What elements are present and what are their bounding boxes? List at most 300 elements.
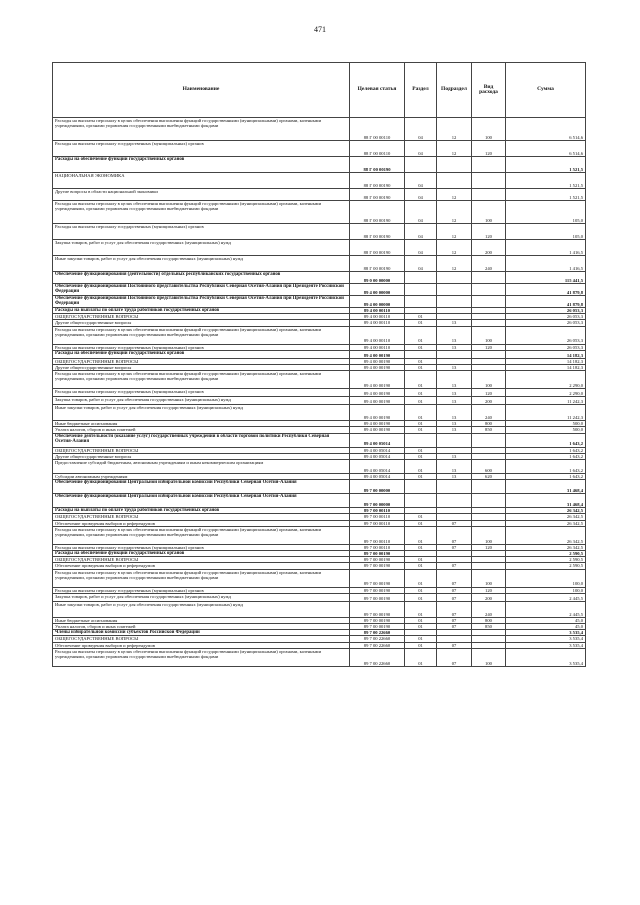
row-expense-type-cell: 800 [472, 421, 506, 427]
row-name-cell: Расходы на выплаты персоналу в целях обеспечения выполнения функций государственными (муниципальными) органами, казенными учреждениями, органами управления государственными внебюджетными фондами [53, 201, 350, 224]
row-amount-cell: 2 290,0 [506, 389, 586, 397]
row-expense-type-cell: 240 [472, 405, 506, 421]
row-name-cell: Расходы на выплаты персоналу государственных (муниципальных) органов [53, 141, 350, 157]
row-target-article-cell: 89 4 00 00190 [350, 365, 405, 371]
row-section-cell: 01 [405, 405, 437, 421]
row-name-cell: Иные закупки товаров, работ и услуг для обеспечения государственных (муниципальных) нужд [53, 601, 350, 617]
header-amount: Сумма [506, 63, 586, 118]
row-name-cell: Уплата налогов, сборов и иных платежей [53, 427, 350, 433]
table-row [53, 350, 586, 358]
row-section-cell [405, 296, 437, 308]
row-section-cell: 01 [405, 344, 437, 350]
row-expense-type-cell: 620 [472, 474, 506, 480]
row-amount-cell: 1 643,2 [506, 453, 586, 459]
row-name-cell: Расходы на выплаты персоналу в целях обеспечения выполнения функций государственными (муниципальными) органами, казенными учреждениями, органами управления государственными внебюджетными фондами [53, 326, 350, 344]
table-row [53, 157, 586, 173]
row-subsection-cell [437, 173, 472, 189]
row-section-cell: 01 [405, 453, 437, 459]
table-row [53, 296, 586, 308]
row-target-article-cell: 89 7 00 00110 [350, 520, 405, 526]
row-target-article-cell: 89 4 00 05014 [350, 447, 405, 453]
table-row [53, 433, 586, 447]
row-name-cell: Обеспечение функционирования Центральной избирательной комиссии Республики Северная Осетия-Алания [53, 494, 350, 508]
row-name-cell: Расходы на обеспечение функций государственных органов [53, 157, 350, 173]
row-amount-cell: 26 342,5 [506, 508, 586, 514]
row-amount-cell: 26 342,5 [506, 520, 586, 526]
row-amount-cell: 100,0 [506, 587, 586, 593]
row-name-cell: Закупка товаров, работ и услуг для обеспечения государственных (муниципальных) нужд [53, 593, 350, 601]
row-name-cell: Обеспечение функционирования Постоянного представительства Республики Северная Осетия-Алания при Президенте Российской Федерации [53, 296, 350, 308]
row-target-article-cell: 89 7 00 00110 [350, 508, 405, 514]
row-section-cell: 01 [405, 371, 437, 389]
row-amount-cell: 2 590,5 [506, 563, 586, 569]
row-amount-cell: 500,0 [506, 427, 586, 433]
row-subsection-cell [437, 350, 472, 358]
row-name-cell: Расходы на выплаты персоналу в целях обеспечения выполнения функций государственными (муниципальными) органами, казенными учреждениями, органами управления государственными внебюджетными фондами [53, 526, 350, 544]
row-subsection-cell [437, 480, 472, 494]
row-amount-cell: 1 416,5 [506, 256, 586, 272]
row-expense-type-cell [472, 296, 506, 308]
row-name-cell: Обеспечение проведения выборов и референдумов [53, 563, 350, 569]
row-target-article-cell: 88 Г 00 00190 [350, 224, 405, 240]
row-name-cell: ОБЩЕГОСУДАРСТВЕННЫЕ ВОПРОСЫ [53, 557, 350, 563]
row-amount-cell: 26 053,3 [506, 326, 586, 344]
row-target-article-cell: 89 4 00 00190 [350, 405, 405, 421]
row-target-article-cell: 89 4 00 00110 [350, 326, 405, 344]
page-number: 471 [314, 25, 326, 34]
row-target-article-cell: 88 Г 00 00190 [350, 189, 405, 201]
row-amount-cell: 3 535,4 [506, 630, 586, 636]
row-name-cell: Расходы на выплаты по оплате труда работников государственных органов [53, 508, 350, 514]
row-section-cell: 01 [405, 648, 437, 666]
row-subsection-cell: 07 [437, 520, 472, 526]
row-expense-type-cell: 100 [472, 569, 506, 587]
table-row [53, 593, 586, 601]
row-target-article-cell: 89 7 00 00000 [350, 494, 405, 508]
row-section-cell [405, 284, 437, 296]
row-section-cell: 01 [405, 474, 437, 480]
row-section-cell: 01 [405, 617, 437, 623]
row-subsection-cell: 07 [437, 617, 472, 623]
table-row [53, 141, 586, 157]
row-subsection-cell: 13 [437, 371, 472, 389]
row-amount-cell: 3 535,4 [506, 648, 586, 666]
row-amount-cell: 1 416,5 [506, 240, 586, 256]
row-expense-type-cell [472, 433, 506, 447]
row-target-article-cell: 89 7 00 00190 [350, 563, 405, 569]
table-row [53, 494, 586, 508]
row-section-cell: 01 [405, 421, 437, 427]
row-subsection-cell: 13 [437, 320, 472, 326]
row-amount-cell: 26 053,3 [506, 320, 586, 326]
row-target-article-cell: 89 4 00 00190 [350, 397, 405, 405]
row-target-article-cell: 89 4 00 00190 [350, 358, 405, 364]
row-section-cell: 04 [405, 256, 437, 272]
row-target-article-cell: 88 Г 00 00190 [350, 256, 405, 272]
row-name-cell: ОБЩЕГОСУДАРСТВЕННЫЕ ВОПРОСЫ [53, 314, 350, 320]
row-expense-type-cell: 200 [472, 593, 506, 601]
row-target-article-cell: 89 4 00 00110 [350, 344, 405, 350]
row-target-article-cell: 89 7 00 00190 [350, 601, 405, 617]
budget-table [52, 62, 586, 667]
row-subsection-cell: 13 [437, 460, 472, 474]
row-section-cell [405, 272, 437, 284]
row-expense-type-cell [472, 494, 506, 508]
row-name-cell: ОБЩЕГОСУДАРСТВЕННЫЕ ВОПРОСЫ [53, 636, 350, 642]
row-target-article-cell: 89 7 00 22660 [350, 642, 405, 648]
row-section-cell: 01 [405, 624, 437, 630]
row-target-article-cell: 89 7 00 00190 [350, 569, 405, 587]
row-expense-type-cell [472, 157, 506, 173]
row-section-cell [405, 157, 437, 173]
row-name-cell: Обеспечение функционирования Центральной избирательной комиссии Республики Северная Осетия-Алания [53, 480, 350, 494]
row-amount-cell: 11 242,3 [506, 397, 586, 405]
row-subsection-cell: 07 [437, 601, 472, 617]
table-row [53, 256, 586, 272]
row-amount-cell: 1 643,2 [506, 474, 586, 480]
row-amount-cell: 14 182,3 [506, 365, 586, 371]
row-amount-cell: 1 521,5 [506, 189, 586, 201]
row-subsection-cell: 07 [437, 648, 472, 666]
row-amount-cell: 26 342,5 [506, 526, 586, 544]
row-target-article-cell: 89 4 00 00110 [350, 308, 405, 314]
row-subsection-cell: 12 [437, 189, 472, 201]
row-name-cell: Субсидии автономным учреждениям [53, 474, 350, 480]
table-row [53, 569, 586, 587]
row-section-cell: 01 [405, 587, 437, 593]
table-row [53, 189, 586, 201]
row-name-cell: Другие общегосударственные вопросы [53, 320, 350, 326]
row-subsection-cell: 12 [437, 141, 472, 157]
row-expense-type-cell: 120 [472, 544, 506, 550]
row-section-cell: 04 [405, 118, 437, 141]
header-name: Наименование [53, 63, 350, 118]
row-target-article-cell: 89 7 00 22660 [350, 630, 405, 636]
row-name-cell: ОБЩЕГОСУДАРСТВЕННЫЕ ВОПРОСЫ [53, 447, 350, 453]
row-amount-cell: 14 182,3 [506, 350, 586, 358]
row-target-article-cell: 89 4 00 00110 [350, 320, 405, 326]
header-target-article: Целевая статья [350, 63, 405, 118]
row-amount-cell: 2 290,0 [506, 371, 586, 389]
row-subsection-cell: 13 [437, 474, 472, 480]
table-row [53, 173, 586, 189]
row-amount-cell: 105,0 [506, 224, 586, 240]
row-section-cell: 01 [405, 447, 437, 453]
row-expense-type-cell: 240 [472, 256, 506, 272]
row-target-article-cell: 88 Г 00 00110 [350, 118, 405, 141]
table-row [53, 601, 586, 617]
row-target-article-cell: 89 4 00 05014 [350, 460, 405, 474]
row-target-article-cell: 89 7 00 00190 [350, 624, 405, 630]
row-expense-type-cell: 240 [472, 601, 506, 617]
row-target-article-cell: 89 7 00 00110 [350, 544, 405, 550]
row-subsection-cell: 07 [437, 569, 472, 587]
row-expense-type-cell: 100 [472, 371, 506, 389]
row-target-article-cell: 89 7 00 00190 [350, 593, 405, 601]
row-target-article-cell: 89 4 00 05014 [350, 433, 405, 447]
row-target-article-cell: 89 4 00 05014 [350, 474, 405, 480]
row-section-cell: 01 [405, 557, 437, 563]
row-section-cell: 01 [405, 460, 437, 474]
row-expense-type-cell [472, 480, 506, 494]
row-target-article-cell: 89 7 00 00110 [350, 514, 405, 520]
row-target-article-cell: 89 4 00 00190 [350, 427, 405, 433]
row-amount-cell: 3 535,4 [506, 642, 586, 648]
row-target-article-cell: 89 7 00 00190 [350, 557, 405, 563]
row-subsection-cell: 13 [437, 405, 472, 421]
row-expense-type-cell: 100 [472, 326, 506, 344]
row-expense-type-cell [472, 284, 506, 296]
row-subsection-cell: 12 [437, 256, 472, 272]
table-row [53, 371, 586, 389]
row-amount-cell: 14 182,3 [506, 358, 586, 364]
row-expense-type-cell [472, 189, 506, 201]
row-target-article-cell: 89 4 00 00190 [350, 350, 405, 358]
row-expense-type-cell: 850 [472, 427, 506, 433]
row-subsection-cell: 07 [437, 642, 472, 648]
table-row [53, 389, 586, 397]
row-name-cell: Закупка товаров, работ и услуг для обеспечения государственных (муниципальных) нужд [53, 397, 350, 405]
table-row [53, 480, 586, 494]
row-name-cell: Иные бюджетные ассигнования [53, 421, 350, 427]
table-row [53, 201, 586, 224]
row-target-article-cell: 88 Г 00 00190 [350, 173, 405, 189]
row-name-cell: Расходы на выплаты по оплате труда работников государственных органов [53, 308, 350, 314]
row-target-article-cell: 89 7 00 00110 [350, 526, 405, 544]
row-name-cell: ОБЩЕГОСУДАРСТВЕННЫЕ ВОПРОСЫ [53, 358, 350, 364]
row-target-article-cell: 89 7 00 22660 [350, 636, 405, 642]
row-section-cell: 01 [405, 544, 437, 550]
row-amount-cell: 45,0 [506, 617, 586, 623]
table-row [53, 397, 586, 405]
row-expense-type-cell: 200 [472, 397, 506, 405]
row-subsection-cell: 07 [437, 544, 472, 550]
row-section-cell: 01 [405, 427, 437, 433]
row-name-cell: Расходы на выплаты персоналу государственных (муниципальных) органов [53, 544, 350, 550]
row-expense-type-cell: 600 [472, 460, 506, 474]
row-amount-cell: 6 514,6 [506, 118, 586, 141]
row-expense-type-cell: 100 [472, 201, 506, 224]
row-section-cell: 01 [405, 563, 437, 569]
row-amount-cell: 26 053,3 [506, 308, 586, 314]
row-name-cell: Другие вопросы в области национальной экономики [53, 189, 350, 201]
row-section-cell [405, 350, 437, 358]
row-target-article-cell: 89 7 00 00190 [350, 587, 405, 593]
table-row [53, 326, 586, 344]
row-section-cell: 01 [405, 314, 437, 320]
row-target-article-cell: 89 7 00 00000 [350, 480, 405, 494]
row-section-cell: 01 [405, 569, 437, 587]
row-amount-cell: 1 521,5 [506, 157, 586, 173]
row-amount-cell: 1 643,2 [506, 433, 586, 447]
row-subsection-cell: 07 [437, 563, 472, 569]
row-expense-type-cell: 120 [472, 389, 506, 397]
row-section-cell [405, 433, 437, 447]
table-row [53, 526, 586, 544]
row-target-article-cell: 89 4 00 00190 [350, 371, 405, 389]
row-name-cell: Закупка товаров, работ и услуг для обеспечения государственных (муниципальных) нужд [53, 240, 350, 256]
table-row [53, 240, 586, 256]
row-name-cell: Другие общегосударственные вопросы [53, 453, 350, 459]
row-section-cell: 01 [405, 365, 437, 371]
row-section-cell: 04 [405, 240, 437, 256]
row-subsection-cell: 07 [437, 624, 472, 630]
row-amount-cell: 500,0 [506, 421, 586, 427]
row-name-cell: Обеспечение деятельности (оказание услуг) государственных учреждений в области торговой политики Республики Северная Осетия-Алания [53, 433, 350, 447]
row-expense-type-cell: 200 [472, 240, 506, 256]
row-amount-cell: 105,0 [506, 201, 586, 224]
row-expense-type-cell: 100 [472, 648, 506, 666]
row-section-cell: 01 [405, 358, 437, 364]
row-section-cell: 04 [405, 224, 437, 240]
table-body [53, 118, 586, 667]
row-expense-type-cell: 850 [472, 624, 506, 630]
row-section-cell: 04 [405, 201, 437, 224]
row-subsection-cell [437, 272, 472, 284]
row-subsection-cell: 13 [437, 389, 472, 397]
row-name-cell: Члены избирательной комиссии субъектов Российской Федерации [53, 630, 350, 636]
row-section-cell: 01 [405, 526, 437, 544]
row-section-cell: 04 [405, 173, 437, 189]
row-section-cell: 01 [405, 514, 437, 520]
row-expense-type-cell: 100 [472, 526, 506, 544]
row-name-cell: Обеспечение функционирования Постоянного представительства Республики Северная Осетия-Алания при Президенте Российской Федерации [53, 284, 350, 296]
row-subsection-cell [437, 157, 472, 173]
table-row [53, 224, 586, 240]
row-amount-cell: 1 643,2 [506, 460, 586, 474]
row-amount-cell: 26 342,5 [506, 514, 586, 520]
row-amount-cell: 2 445,5 [506, 601, 586, 617]
row-section-cell: 01 [405, 320, 437, 326]
row-target-article-cell: 89 4 00 00000 [350, 296, 405, 308]
row-target-article-cell: 89 4 00 05014 [350, 453, 405, 459]
table-row [53, 460, 586, 474]
row-section-cell: 01 [405, 601, 437, 617]
table-row [53, 118, 586, 141]
row-subsection-cell: 12 [437, 201, 472, 224]
row-name-cell: Обеспечение проведения выборов и референдумов [53, 520, 350, 526]
row-subsection-cell: 13 [437, 421, 472, 427]
row-amount-cell: 11 242,3 [506, 405, 586, 421]
row-section-cell: 01 [405, 397, 437, 405]
row-name-cell: Расходы на обеспечение функций государственных органов [53, 350, 350, 358]
row-name-cell: Расходы на выплаты персоналу государственных (муниципальных) органов [53, 389, 350, 397]
row-subsection-cell: 07 [437, 593, 472, 601]
row-section-cell [405, 480, 437, 494]
row-name-cell: Расходы на выплаты персоналу государственных (муниципальных) органов [53, 587, 350, 593]
row-subsection-cell: 13 [437, 427, 472, 433]
row-target-article-cell: 89 4 00 00000 [350, 284, 405, 296]
table-row [53, 284, 586, 296]
row-target-article-cell: 89 0 00 00000 [350, 272, 405, 284]
row-name-cell: Иные закупки товаров, работ и услуг для обеспечения государственных (муниципальных) нужд [53, 256, 350, 272]
row-expense-type-cell [472, 173, 506, 189]
row-amount-cell: 31 468,4 [506, 480, 586, 494]
row-name-cell: Расходы на выплаты персоналу в целях обеспечения выполнения функций государственными (муниципальными) органами, казенными учреждениями, органами управления государственными внебюджетными фондами [53, 569, 350, 587]
row-target-article-cell: 89 4 00 00190 [350, 421, 405, 427]
row-expense-type-cell [472, 272, 506, 284]
row-subsection-cell: 13 [437, 326, 472, 344]
row-subsection-cell [437, 284, 472, 296]
row-subsection-cell: 12 [437, 240, 472, 256]
row-amount-cell: 26 053,3 [506, 344, 586, 350]
row-name-cell: ОБЩЕГОСУДАРСТВЕННЫЕ ВОПРОСЫ [53, 514, 350, 520]
row-section-cell: 01 [405, 593, 437, 601]
row-amount-cell: 2 445,5 [506, 593, 586, 601]
row-name-cell: Расходы на выплаты персоналу в целях обеспечения выполнения функций государственными (муниципальными) органами, казенными учреждениями, органами управления государственными внебюджетными фондами [53, 118, 350, 141]
header-section: Раздел [405, 63, 437, 118]
row-section-cell: 01 [405, 636, 437, 642]
row-name-cell: Уплата налогов, сборов и иных платежей [53, 624, 350, 630]
row-amount-cell: 2 590,5 [506, 557, 586, 563]
row-amount-cell: 3 535,4 [506, 636, 586, 642]
row-name-cell: Другие общегосударственные вопросы [53, 365, 350, 371]
row-name-cell: Расходы на выплаты персоналу в целях обеспечения выполнения функций государственными (муниципальными) органами, казенными учреждениями, органами управления государственными внебюджетными фондами [53, 648, 350, 666]
row-name-cell: Предоставление субсидий бюджетным, автономным учреждениям и иным некоммерческим организациям [53, 460, 350, 474]
row-expense-type-cell: 120 [472, 141, 506, 157]
row-name-cell: Расходы на выплаты персоналу в целях обеспечения выполнения функций государственными (муниципальными) органами, казенными учреждениями, органами управления государственными внебюджетными фондами [53, 371, 350, 389]
row-section-cell: 01 [405, 326, 437, 344]
row-amount-cell: 26 342,5 [506, 544, 586, 550]
row-amount-cell: 1 643,2 [506, 447, 586, 453]
row-target-article-cell: 89 4 00 00110 [350, 314, 405, 320]
table-row [53, 272, 586, 284]
row-target-article-cell: 89 7 00 22660 [350, 648, 405, 666]
row-section-cell: 04 [405, 141, 437, 157]
row-amount-cell: 31 468,4 [506, 494, 586, 508]
row-expense-type-cell: 120 [472, 587, 506, 593]
row-name-cell: Расходы на обеспечение функций государственных органов [53, 551, 350, 557]
row-subsection-cell: 13 [437, 344, 472, 350]
row-amount-cell: 1 521,5 [506, 173, 586, 189]
row-section-cell: 01 [405, 520, 437, 526]
row-subsection-cell [437, 433, 472, 447]
header-expense-type: Вид расхода [472, 63, 506, 118]
row-name-cell: Расходы на выплаты персоналу государственных (муниципальных) органов [53, 224, 350, 240]
row-section-cell [405, 494, 437, 508]
row-target-article-cell: 88 Г 00 00190 [350, 240, 405, 256]
row-subsection-cell: 13 [437, 365, 472, 371]
row-subsection-cell: 13 [437, 453, 472, 459]
header-subsection: Подраздел [437, 63, 472, 118]
row-target-article-cell: 88 Г 00 00110 [350, 141, 405, 157]
row-name-cell: НАЦИОНАЛЬНАЯ ЭКОНОМИКА [53, 173, 350, 189]
row-expense-type-cell: 120 [472, 344, 506, 350]
row-subsection-cell: 07 [437, 526, 472, 544]
row-target-article-cell: 88 Г 00 00190 [350, 157, 405, 173]
row-subsection-cell: 13 [437, 397, 472, 405]
table-row [53, 648, 586, 666]
row-amount-cell: 41 879,8 [506, 296, 586, 308]
row-name-cell: Обеспечение функционирования (деятельности) отдельных республиканских государственных органов [53, 272, 350, 284]
row-amount-cell: 41 879,8 [506, 284, 586, 296]
row-expense-type-cell: 800 [472, 617, 506, 623]
row-amount-cell: 45,0 [506, 624, 586, 630]
row-section-cell: 01 [405, 642, 437, 648]
row-amount-cell: 100,0 [506, 569, 586, 587]
row-name-cell: Обеспечение проведения выборов и референдумов [53, 642, 350, 648]
row-expense-type-cell: 100 [472, 118, 506, 141]
row-subsection-cell: 12 [437, 224, 472, 240]
row-subsection-cell [437, 494, 472, 508]
row-target-article-cell: 89 7 00 00190 [350, 551, 405, 557]
row-name-cell: Расходы на выплаты персоналу государственных (муниципальных) органов [53, 344, 350, 350]
row-section-cell: 04 [405, 189, 437, 201]
table-row [53, 405, 586, 421]
row-name-cell: Иные бюджетные ассигнования [53, 617, 350, 623]
row-target-article-cell: 89 4 00 00190 [350, 389, 405, 397]
row-expense-type-cell [472, 350, 506, 358]
